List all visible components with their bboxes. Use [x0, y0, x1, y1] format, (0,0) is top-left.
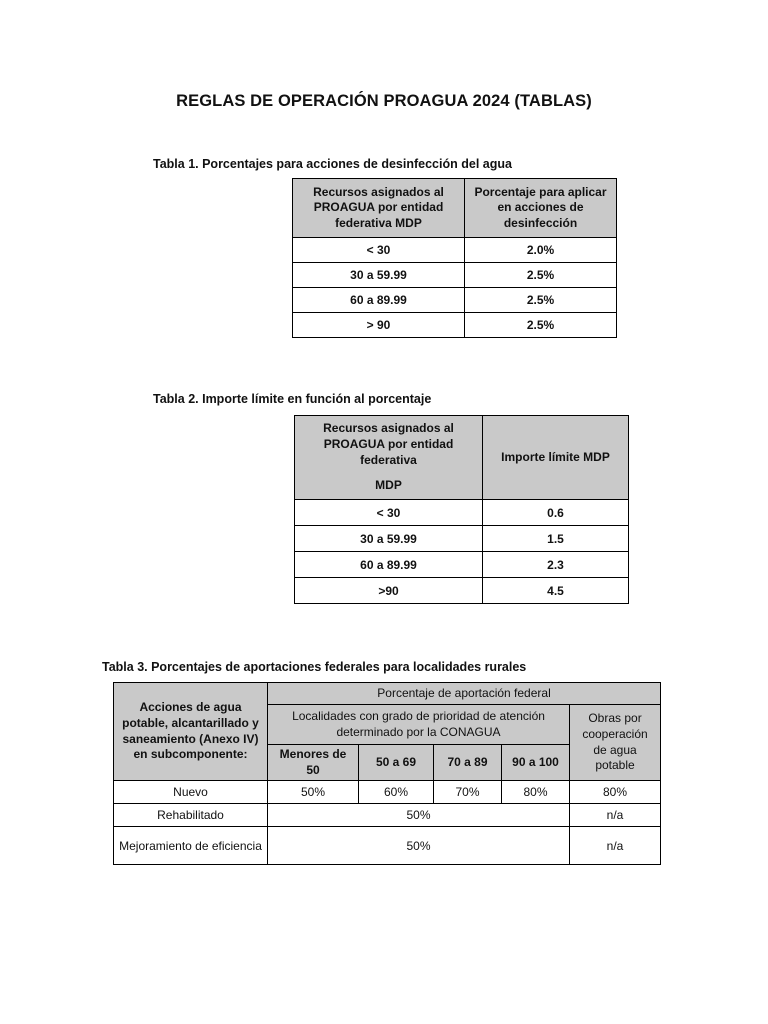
tabla3-cell: 50%	[268, 781, 359, 804]
tabla3-header-50-69: 50 a 69	[359, 745, 434, 781]
tabla2-importe: 4.5	[483, 578, 629, 604]
tabla1-header-row	[293, 179, 617, 238]
table-row	[295, 526, 629, 552]
tabla3-cell: 80%	[502, 781, 570, 804]
tabla2-header-recursos	[295, 416, 483, 500]
tabla3-merged-cell: 50%	[268, 804, 570, 827]
tabla3-cell: 70%	[434, 781, 502, 804]
tabla3-cell: 60%	[359, 781, 434, 804]
tabla2-header-unit: MDP	[375, 478, 402, 493]
tabla1	[292, 178, 617, 338]
tabla3-header-menores-50: Menores de 50	[268, 745, 359, 781]
tabla1-caption: Tabla 1. Porcentajes para acciones de desinfección del agua	[153, 157, 512, 171]
tabla1-porcentaje: 2.5%	[465, 288, 617, 313]
tabla1-rango: > 90	[293, 313, 465, 338]
table-row	[295, 578, 629, 604]
tabla2	[294, 415, 629, 604]
tabla2-header-row	[295, 416, 629, 500]
table-row	[114, 781, 661, 804]
tabla2-importe: 2.3	[483, 552, 629, 578]
table-row	[293, 313, 617, 338]
tabla1-rango: 30 a 59.99	[293, 263, 465, 288]
tabla2-rango: < 30	[295, 500, 483, 526]
tabla2-importe: 0.6	[483, 500, 629, 526]
tabla2-caption: Tabla 2. Importe límite en función al porcentaje	[153, 392, 432, 406]
tabla3-header-acciones: Acciones de agua potable, alcantarillado y saneamiento (Anexo IV) en subcomponente:	[114, 683, 268, 781]
tabla2-header-recursos-text: Recursos asignados al PROAGUA por entidad federativa	[323, 421, 454, 467]
tabla3-header-obras: Obras por cooperación de agua potable	[570, 705, 661, 781]
table-row	[114, 827, 661, 865]
table-row	[295, 552, 629, 578]
tabla1-rango: < 30	[293, 238, 465, 263]
tabla3-header-70-89: 70 a 89	[434, 745, 502, 781]
tabla1-porcentaje: 2.0%	[465, 238, 617, 263]
table-row	[295, 500, 629, 526]
tabla3-caption: Tabla 3. Porcentajes de aportaciones federales para localidades rurales	[102, 660, 527, 674]
tabla3-row-label: Nuevo	[114, 781, 268, 804]
tabla2-importe: 1.5	[483, 526, 629, 552]
tabla3-merged-cell: 50%	[268, 827, 570, 865]
tabla3-header-90-100: 90 a 100	[502, 745, 570, 781]
table-row	[293, 263, 617, 288]
tabla3-cell: n/a	[570, 827, 661, 865]
tabla3-cell: n/a	[570, 804, 661, 827]
tabla2-rango: 60 a 89.99	[295, 552, 483, 578]
tabla1-header-recursos: Recursos asignados al PROAGUA por entidad federativa MDP	[293, 179, 465, 238]
tabla3-cell: 80%	[570, 781, 661, 804]
tabla3-row-label: Mejoramiento de eficiencia	[114, 827, 268, 865]
tabla1-porcentaje: 2.5%	[465, 263, 617, 288]
table-row	[114, 804, 661, 827]
tabla3-header-row-1	[114, 683, 661, 705]
tabla2-rango: >90	[295, 578, 483, 604]
tabla3-header-localidades: Localidades con grado de prioridad de atención determinado por la CONAGUA	[268, 705, 570, 745]
table-row	[293, 238, 617, 263]
tabla3	[113, 682, 661, 865]
tabla1-porcentaje: 2.5%	[465, 313, 617, 338]
tabla3-header-porcentaje: Porcentaje de aportación federal	[268, 683, 661, 705]
tabla2-rango: 30 a 59.99	[295, 526, 483, 552]
tabla1-header-porcentaje: Porcentaje para aplicar en acciones de desinfección	[465, 179, 617, 238]
table-row	[293, 288, 617, 313]
tabla1-rango: 60 a 89.99	[293, 288, 465, 313]
tabla2-header-importe: Importe límite MDP	[483, 416, 629, 500]
document-title: REGLAS DE OPERACIÓN PROAGUA 2024 (TABLAS)	[176, 92, 592, 110]
tabla3-row-label: Rehabilitado	[114, 804, 268, 827]
